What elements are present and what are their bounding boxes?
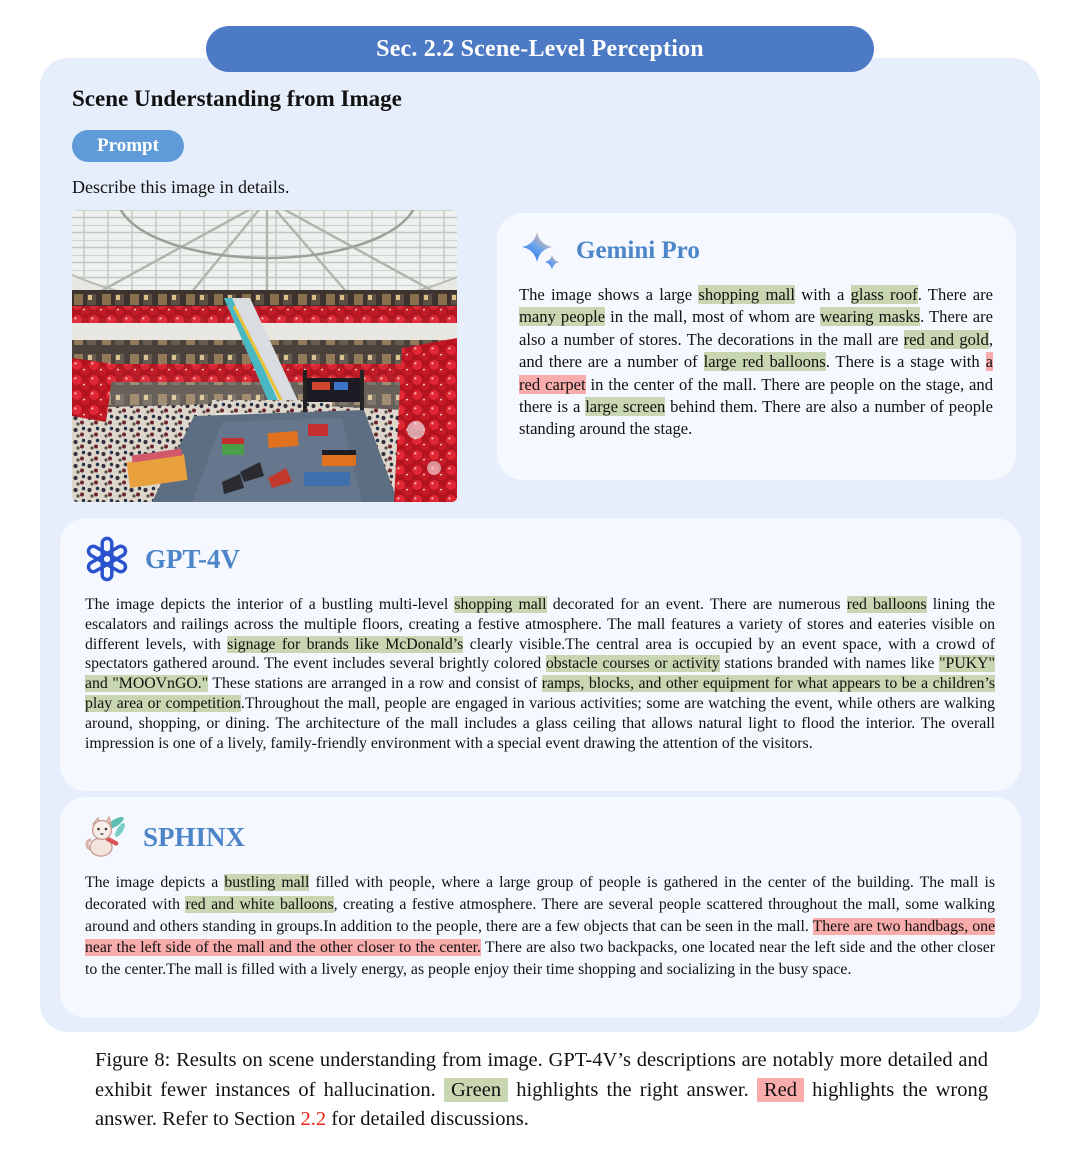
- highlight-green: red and white balloons: [185, 895, 334, 913]
- section-banner: [206, 26, 874, 72]
- task-heading: Scene Understanding from Image: [72, 86, 402, 111]
- highlight-green: signage for brands like McDonald’s: [227, 635, 464, 653]
- highlight-green: red and gold: [903, 329, 989, 349]
- model-response-text: The image depicts a bustling mall filled with people, where a large group of people is gathered in the center of the building. The mall is decorated with red and white balloons, creating a festive atmosphere. There are several people scattered throughout the mall, some walking around and others standing in groups.In addition to the people, there are a few objects that can be seen in the mall. There are two handbags, one near the left side of the mall and the other closer to the center. There are also two backpacks, one located near the left side and the other closer to the center.The mall is filled with a lively energy, as people enjoy their time shopping and socializing in the busy space.: [85, 874, 995, 979]
- highlight-red: Red: [757, 1078, 804, 1102]
- mall-photo-illustration: [72, 210, 457, 502]
- highlight-green: Green: [444, 1078, 508, 1102]
- section-banner-title: Sec. 2.2 Scene-Level Perception: [376, 36, 704, 62]
- section-link[interactable]: 2.2: [300, 1108, 327, 1130]
- gemini-sparkle-icon: [521, 231, 561, 271]
- highlight-green: large screen: [585, 397, 666, 417]
- model-title: Gemini Pro: [576, 237, 700, 264]
- prompt-badge: [72, 130, 184, 162]
- sphinx-card-header: [60, 797, 1021, 859]
- gpt-4v-card-header: [60, 518, 1021, 582]
- mall-photo: [72, 210, 457, 502]
- highlight-green: glass roof: [850, 285, 918, 304]
- highlight-red: There are two handbags, one near the left side of the mall and the other closer to the center.: [85, 917, 995, 957]
- highlight-green: obstacle courses or activity: [545, 655, 720, 673]
- figure-caption: Figure 8: Results on scene understanding from image. GPT-4V’s descriptions are notably more detailed and exhibit fewer instances of hallucination. Green highlights the right answer. Red highlights the wrong answer. Refer to Section 2.2 for detailed discussions.: [95, 1049, 988, 1130]
- highlight-red: a red carpet: [519, 352, 993, 394]
- openai-logo-icon: [84, 536, 130, 582]
- content-panel: [40, 58, 1040, 1032]
- gemini-pro-card-header: [497, 213, 1016, 271]
- highlight-green: large red balloons: [703, 352, 826, 372]
- sphinx-card: [60, 797, 1021, 1018]
- model-title: GPT-4V: [145, 543, 241, 574]
- highlight-green: shopping mall: [454, 596, 547, 613]
- model-title: SPHINX: [143, 821, 246, 852]
- highlight-green: wearing masks: [820, 307, 921, 327]
- gpt-4v-card: [60, 518, 1021, 791]
- highlight-green: bustling mall: [224, 874, 310, 891]
- model-response-text: The image depicts the interior of a bustling multi-level shopping mall decorated for an event. There are numerous red balloons lining the escalators and railings across the multiple floors, creating a festive atmosphere. The mall features a variety of stores and eateries visible on different levels, with signage for brands like McDonald’s clearly visible.The central area is occupied by an event space, with a crowd of spectators gathered around. The event includes several brightly colored obstacle courses or activity stations branded with names like "PUKY" and "MOOVnGO." These stations are arranged in a row and consist of ramps, blocks, and other equipment for what appears to be a children’s play area or competition.Throughout the mall, people are engaged in various activities; some are watching the event, while others are walking around, shopping, or dining. The architecture of the mall includes a glass ceiling that allows natural light to flood the interior. The overall impression is one of a lively, family-friendly environment with a special event drawing the attention of the visitors.: [85, 596, 996, 752]
- highlight-green: ramps, blocks, and other equipment for what appears to be a children’s play area or competition: [85, 675, 995, 712]
- highlight-green: "PUKY" and "MOOVnGO.": [85, 655, 995, 693]
- sphinx-mascot-icon: [84, 815, 128, 859]
- prompt-badge-label: Prompt: [97, 135, 159, 156]
- highlight-green: red balloons: [846, 596, 927, 613]
- model-response-text: The image shows a large shopping mall with a glass roof. There are many people in the mall, most of whom are wearing masks. There are also a number of stores. The decorations in the mall are red and gold, and there are a number of large red balloons. There is a stage with a red carpet in the center of the mall. There are people on the stage, and there is a large screen behind them. There are also a number of people standing around the stage.: [519, 285, 994, 439]
- gemini-pro-card: [497, 213, 1016, 480]
- highlight-green: many people: [519, 307, 606, 327]
- prompt-text: Describe this image in details.: [72, 177, 290, 197]
- highlight-green: shopping mall: [698, 285, 795, 304]
